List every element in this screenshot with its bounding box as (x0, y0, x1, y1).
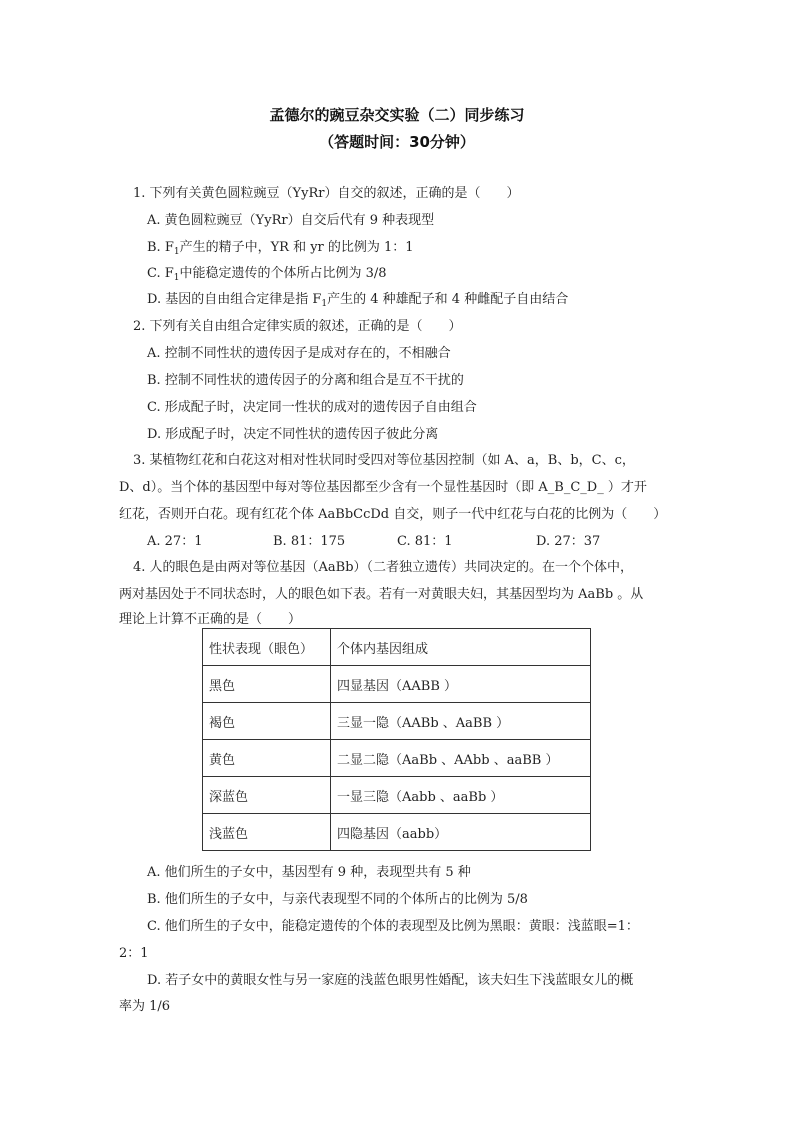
question-4-option-c-line-1: C. 他们所生的子女中，能稳定遗传的个体的表现型及比例为黑眼：黄眼：浅蓝眼=1： (147, 919, 639, 934)
table-cell: 四隐基因（aabb） (331, 814, 591, 851)
question-4-stem-line-1: 4. 人的眼色是由两对等位基因（AaBb）（二者独立遗传）共同决定的。在一个个体中， (133, 560, 634, 575)
question-1-option-d: D. 基因的自由组合定律是指 $F_1$产生的 4 种雄配子和 4 种雌配子自由结合 (147, 292, 569, 309)
question-1-option-b: B. $F_1$产生的精子中，YR 和 yr 的比例为 1：1 (147, 240, 414, 257)
question-3-stem-line-3: 红花，否则开白花。现有红花个体 AaBbCcDd 自交，则子一代中红花与白花的比例为（ ） (119, 507, 667, 522)
table-row (203, 703, 591, 740)
table-cell: 一显三隐（Aabb 、aaBb ） (331, 777, 591, 814)
question-4-option-a: A. 他们所生的子女中，基因型有 9 种，表现型共有 5 种 (147, 865, 471, 880)
table-row (203, 740, 591, 777)
question-3-stem-line-1: 3. 某植物红花和白花这对相对性状同时受四对等位基因控制（如 A、a，B、b，C、c， (133, 453, 635, 468)
question-4-option-d-line-2: 率为 1/6 (119, 999, 171, 1014)
table-cell: 黄色 (203, 740, 331, 777)
table-row (203, 814, 591, 851)
table-header-cell: 性状表现（眼色） (203, 629, 331, 666)
table-cell: 褐色 (203, 703, 331, 740)
question-3-option-a: A. 27：1 (147, 534, 203, 549)
table-cell: 黑色 (203, 666, 331, 703)
question-4-option-c-line-2: 2：1 (119, 946, 149, 961)
question-2-option-d: D. 形成配子时，决定不同性状的遗传因子彼此分离 (147, 427, 439, 442)
table-cell: 三显一隐（AABb 、AaBB ） (331, 703, 591, 740)
question-1-stem: 1. 下列有关黄色圆粒豌豆（YyRr）自交的叙述，正确的是（ ） (133, 186, 520, 201)
question-4-option-d-line-1: D. 若子女中的黄眼女性与另一家庭的浅蓝色眼男性婚配，该夫妇生下浅蓝眼女儿的概 (147, 973, 634, 988)
question-3-option-c: C. 81：1 (397, 534, 453, 549)
question-2-option-c: C. 形成配子时，决定同一性状的成对的遗传因子自由组合 (147, 400, 477, 415)
table-cell: 二显二隐（AaBb 、AAbb 、aaBB ） (331, 740, 591, 777)
table-row (203, 777, 591, 814)
table-cell: 浅蓝色 (203, 814, 331, 851)
eye-color-table (202, 628, 591, 851)
question-4-stem-line-3: 理论上计算不正确的是（ ） (119, 612, 302, 627)
question-3-option-b: B. 81：175 (273, 534, 346, 549)
question-2-option-b: B. 控制不同性状的遗传因子的分离和组合是互不干扰的 (147, 373, 464, 388)
question-2-stem: 2. 下列有关自由组合定律实质的叙述，正确的是（ ） (133, 319, 462, 334)
question-2-option-a: A. 控制不同性状的遗传因子是成对存在的，不相融合 (147, 346, 451, 361)
page-subtitle: （答题时间：30分钟） (319, 133, 475, 151)
question-3-stem-line-2: D、d）。当个体的基因型中每对等位基因都至少含有一个显性基因时（即 A_B_C_D_ ）才开 (119, 480, 647, 495)
question-1-option-a: A. 黄色圆粒豌豆（YyRr）自交后代有 9 种表现型 (147, 213, 435, 228)
question-1-option-c: C. $F_1$中能稳定遗传的个体所占比例为 3/8 (147, 266, 387, 283)
question-3-options (0, 533, 794, 551)
question-4-stem-line-2: 两对基因处于不同状态时，人的眼色如下表。若有一对黄眼夫妇，其基因型均为 AaBb 。从 (119, 587, 644, 602)
question-3-option-d: D. 27：37 (536, 534, 601, 549)
table-row (203, 666, 591, 703)
question-4-option-b: B. 他们所生的子女中，与亲代表现型不同的个体所占的比例为 5/8 (147, 892, 528, 907)
table-header-row (203, 629, 591, 666)
table-cell: 四显基因（AABB ） (331, 666, 591, 703)
table-header-cell: 个体内基因组成 (331, 629, 591, 666)
table-cell: 深蓝色 (203, 777, 331, 814)
page-title: 孟德尔的豌豆杂交实验（二）同步练习 (269, 106, 525, 124)
